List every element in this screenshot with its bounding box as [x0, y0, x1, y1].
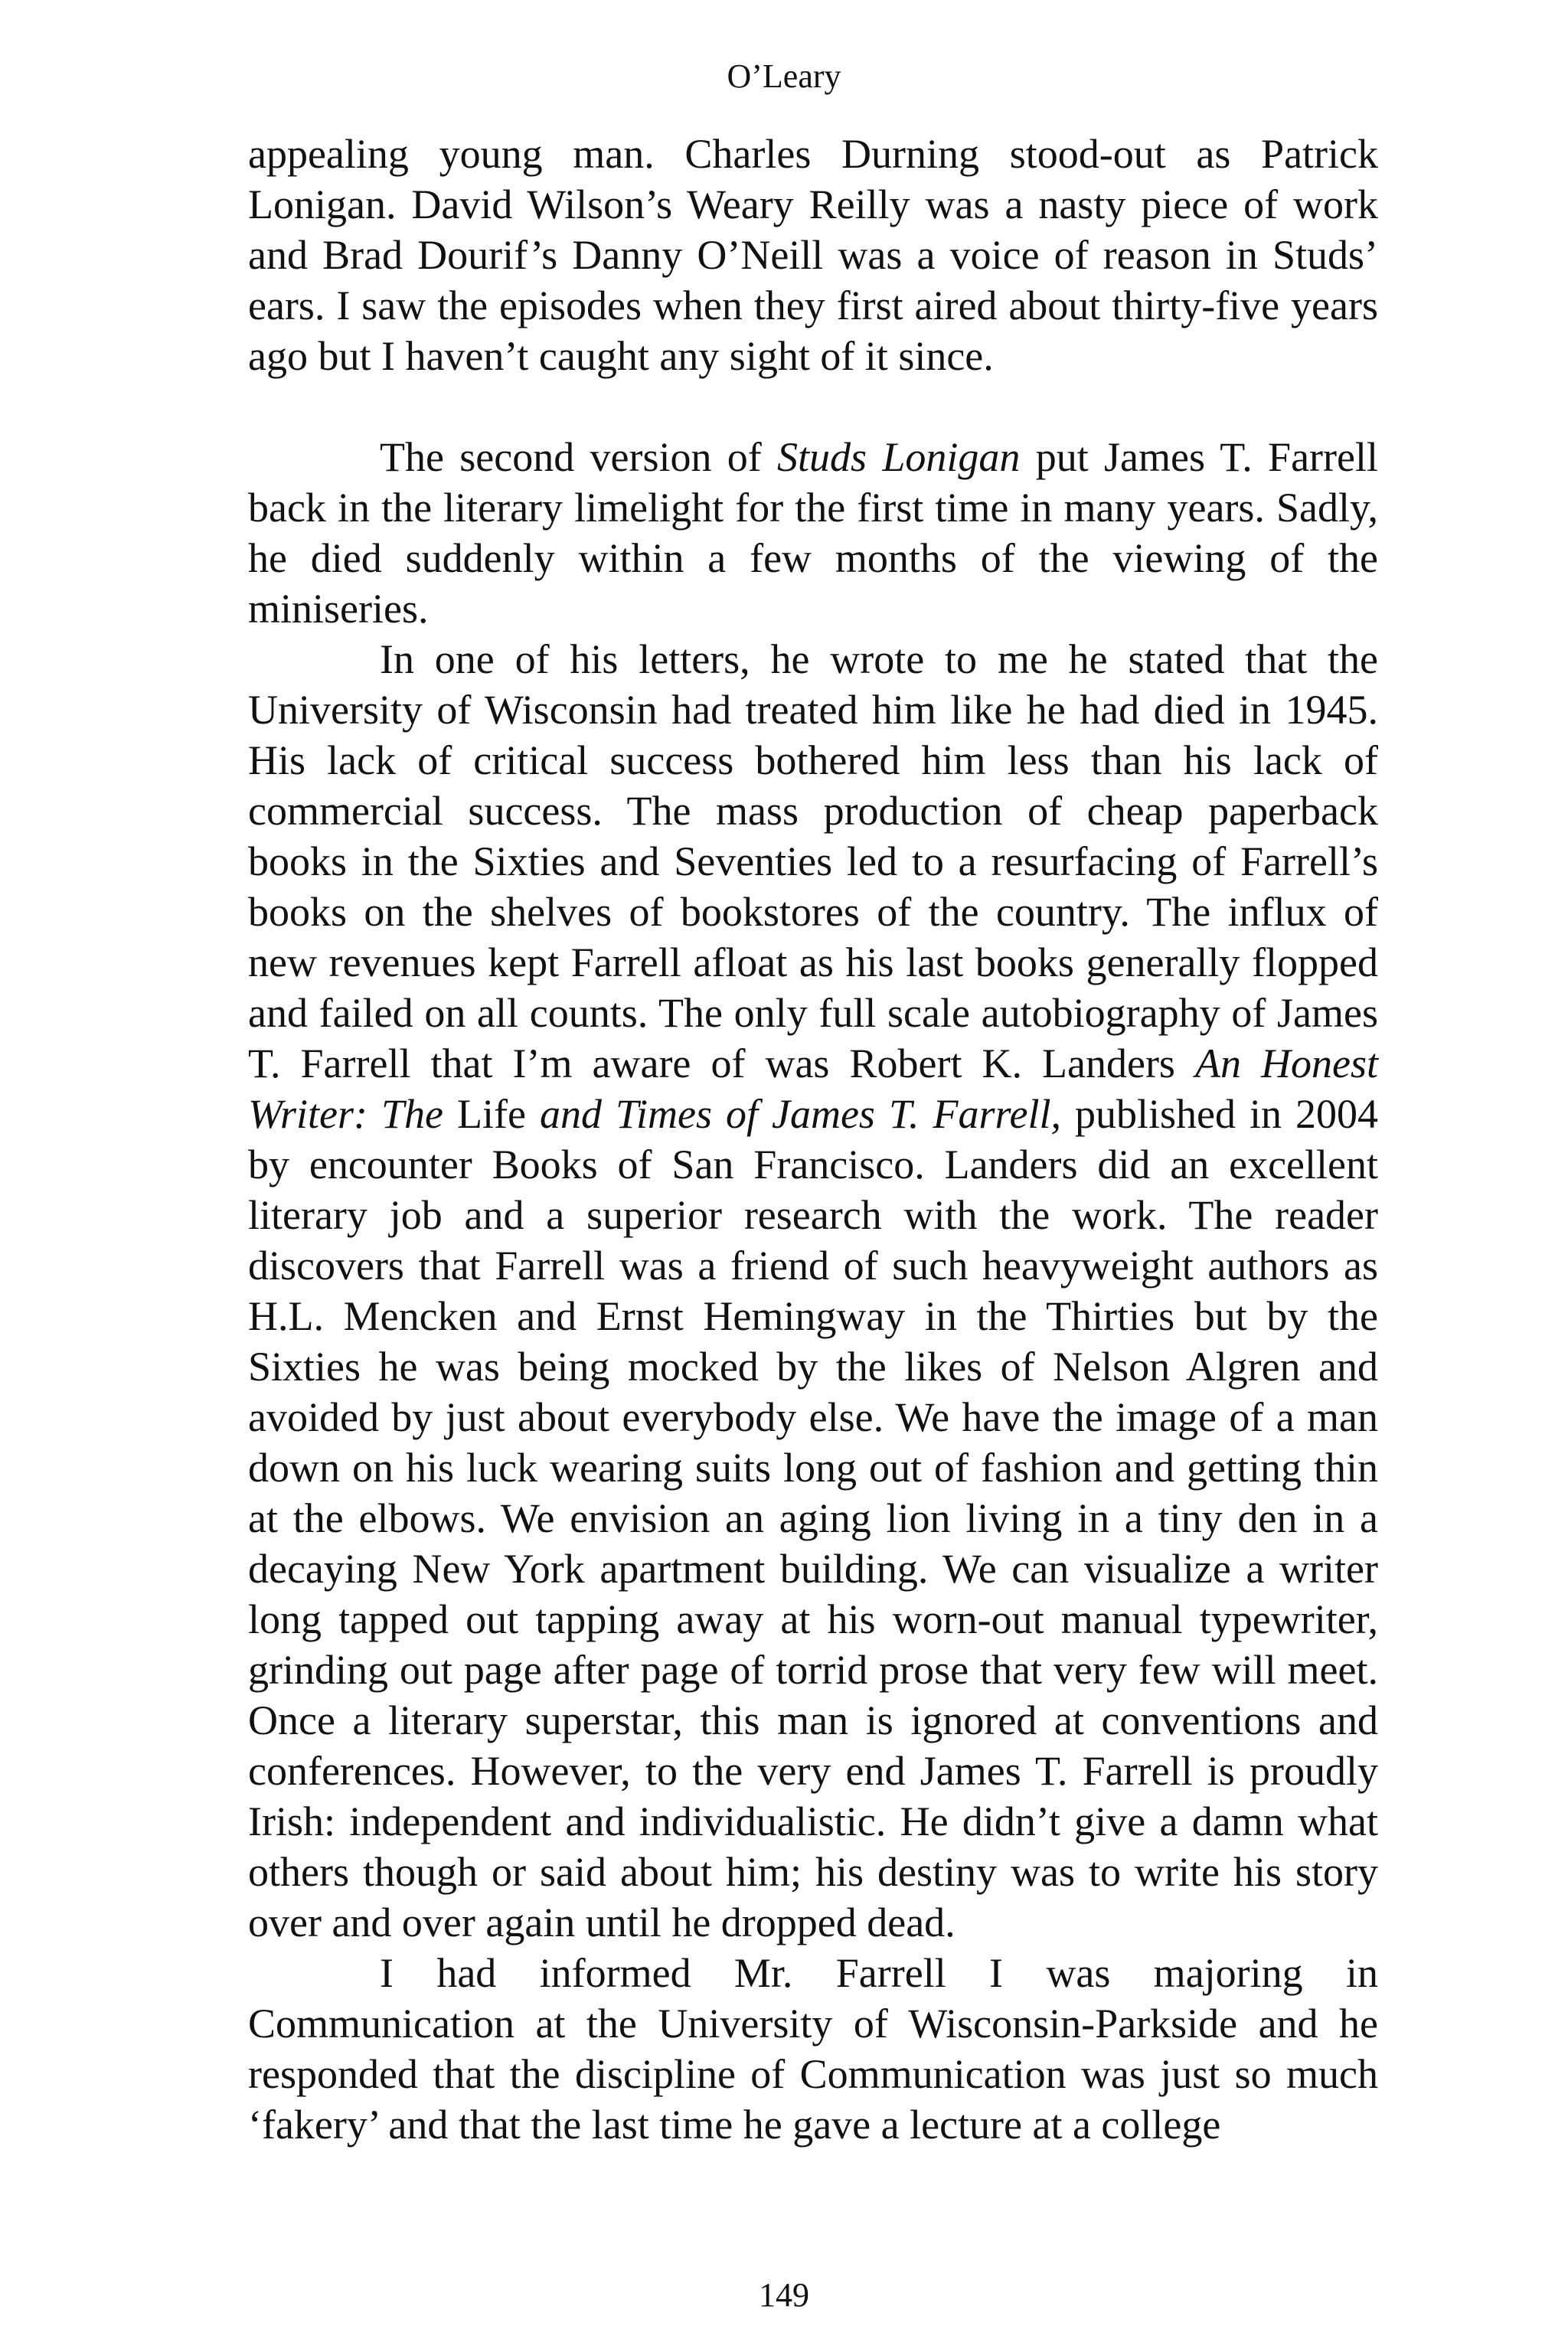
book-title-italic: An Honest Writer: The: [248, 1040, 1379, 1137]
paragraph-text: appealing young man. Charles Durning stood-out as Patrick Lonigan. David Wilson’s Weary Reilly was a nasty piece of work and Brad Dourif’s Danny O’Neill was a voice of reason in Studs’ ears. I saw the episodes when they first aired about thirty-five years ago but I haven’t caught any sight of it since.: [248, 131, 1378, 379]
paragraph: [248, 129, 1378, 381]
paragraph: [248, 634, 1378, 1948]
body-text: [248, 129, 1378, 2150]
paragraph: [248, 432, 1378, 634]
paragraph-text: I had informed Mr. Farrell I was majoring in Communication at the University of Wisconsin-Parkside and he responded that the discipline of Communication was just so much ‘fakery’ and that the last time he gave a lecture at a college: [248, 1950, 1378, 2148]
paragraph-text: The second version of: [380, 434, 778, 480]
running-head: O’Leary: [727, 57, 841, 95]
paragraph-text: In one of his letters, he wrote to me he stated that the University of Wisconsin had treated him like he had died in 1945. His lack of critical success bothered him less than his lack of commercial success. The mass production of cheap paperback books in the Sixties and Seventies led to a resurfacing of Farrell’s books on the shelves of bookstores of the country. The influx of new revenues kept Farrell afloat as his last books generally flopped and failed on all counts. The only full scale autobiography of James T. Farrell that I’m aware of was Robert K. Landers: [248, 636, 1378, 1086]
page-number: 149: [759, 2276, 809, 2314]
book-title-italic: and Times of James T. Farrell,: [539, 1091, 1061, 1137]
paragraph: [248, 1948, 1378, 2150]
paragraph-text: Life: [443, 1091, 540, 1137]
paragraph-text: put James T. Farrell back in the literary limelight for the first time in many years. Sadly, he died suddenly within a few months of the viewing of the miniseries.: [248, 434, 1378, 632]
paragraph-text: published in 2004 by encounter Books of San Francisco. Landers did an excellent literary job and a superior research with the work. The reader discovers that Farrell was a friend of such heavyweight authors as H.L. Mencken and Ernst Hemingway in the Thirties but by the Sixties he was being mocked by the likes of Nelson Algren and avoided by just about everybody else. We have the image of a man down on his luck wearing suits long out of fashion and getting thin at the elbows. We envision an aging lion living in a tiny den in a decaying New York apartment building. We can visualize a writer long tapped out tapping away at his worn-out manual typewriter, grinding out page after page of torrid prose that very few will meet. Once a literary superstar, this man is ignored at conventions and conferences. However, to the very end James T. Farrell is proudly Irish: independent and individualistic. He didn’t give a damn what others though or said about him; his destiny was to write his story over and over again until he dropped dead.: [248, 1091, 1378, 1945]
book-title-italic: Studs Lonigan: [777, 434, 1021, 480]
